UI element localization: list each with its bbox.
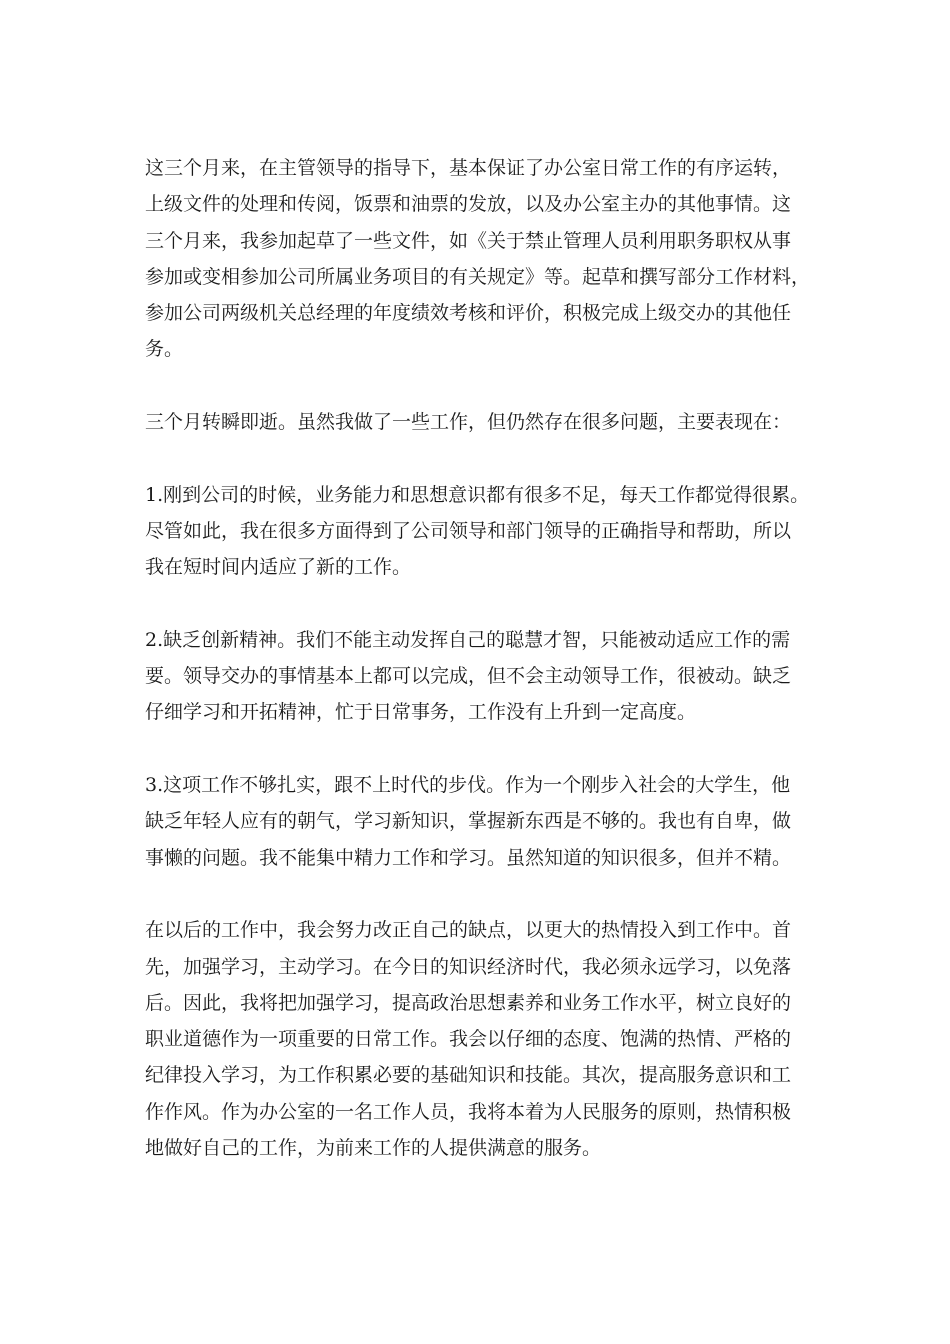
paragraph-problems-intro [145,404,815,440]
paragraph-future-plan [145,912,815,1166]
text-line: 后。因此，我将把加强学习，提高政治思想素养和业务工作水平，树立良好的 [145,991,792,1014]
text-line: 这三个月来，在主管领导的指导下，基本保证了办公室日常工作的有序运转， [145,157,792,179]
text-line: 事懒的问题。我不能集中精力工作和学习。虽然知道的知识很多，但并不精。 [145,846,792,869]
text-line: 职业道德作为一项重要的日常工作。我会以仔细的态度、饱满的热情、严格的 [145,1028,792,1051]
text-line: 三个月来，我参加起草了一些文件，如《关于禁止管理人员利用职务职权从事 [145,229,792,252]
text-line: 3.这项工作不够扎实，跟不上时代的步伐。作为一个刚步入社会的大学生，他 [145,774,791,797]
text-line: 尽管如此，我在很多方面得到了公司领导和部门领导的正确指导和帮助，所以 [145,519,792,542]
text-line: 仔细学习和开拓精神，忙于日常事务，工作没有上升到一定高度。 [145,701,697,724]
document-body [145,150,815,1166]
text-line: 作作风。作为办公室的一名工作人员，我将本着为人民服务的原则，热情积极 [145,1100,792,1123]
paragraph-work-summary [145,150,815,368]
text-line: 参加公司两级机关总经理的年度绩效考核和评价，积极完成上级交办的其他任 [145,302,792,325]
text-line: 1.刚到公司的时候，业务能力和思想意识都有很多不足，每天工作都觉得很累。 [145,483,810,506]
paragraph-problem-2 [145,622,815,731]
text-line: 先，加强学习，主动学习。在今日的知识经济时代，我必须永远学习，以免落 [145,955,792,978]
text-line: 2.缺乏创新精神。我们不能主动发挥自己的聪慧才智，只能被动适应工作的需 [145,628,791,651]
text-line: 地做好自己的工作，为前来工作的人提供满意的服务。 [145,1137,602,1160]
text-line: 缺乏年轻人应有的朝气，学习新知识，掌握新东西是不够的。我也有自卑，做 [145,810,792,833]
text-line: 上级文件的处理和传阅，饭票和油票的发放，以及办公室主办的其他事情。这 [145,193,792,216]
text-line: 三个月转瞬即逝。虽然我做了一些工作，但仍然存在很多问题，主要表现在： [145,411,792,434]
text-line: 务。 [145,338,184,361]
paragraph-problem-3 [145,767,815,876]
text-line: 参加或变相参加公司所属业务项目的有关规定》等。起草和撰写部分工作材料， [145,265,811,288]
text-line: 纪律投入学习，为工作积累必要的基础知识和技能。其次，提高服务意识和工 [145,1064,792,1087]
text-line: 要。领导交办的事情基本上都可以完成，但不会主动领导工作，很被动。缺乏 [145,665,792,688]
text-line: 我在短时间内适应了新的工作。 [145,556,412,579]
text-line: 在以后的工作中，我会努力改正自己的缺点，以更大的热情投入到工作中。首 [145,919,792,942]
paragraph-problem-1 [145,477,815,586]
